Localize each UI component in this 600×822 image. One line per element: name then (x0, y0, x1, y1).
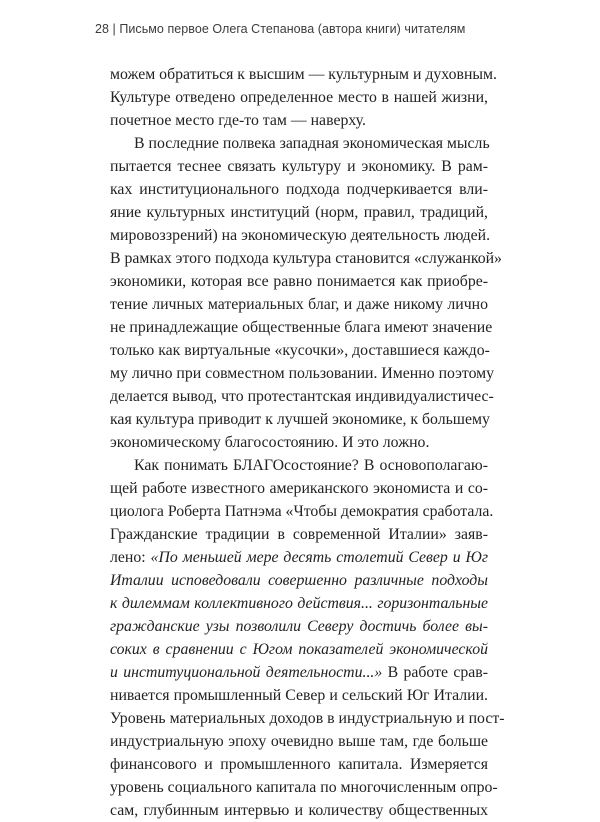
text-line: соких в сравнении с Югом показателей экономической (110, 641, 488, 658)
text-line: пытается теснее связать культуру и экономику. В рам- (110, 158, 488, 175)
text-line: делается вывод, что протестантская индивидуалистичес- (110, 388, 494, 405)
text-line: финансового и промышленного капитала. Измеряется (110, 756, 488, 773)
text-line: щей работе известного американского экономиста и со- (110, 480, 488, 497)
text-line: нивается промышленный Север и сельский Юг Италии. (110, 687, 488, 704)
italic-quote-segment: и институциональной деятельности...» (110, 664, 383, 681)
text-line: экономическому благосостоянию. И это ложно. (110, 434, 430, 451)
text-line (110, 661, 488, 684)
text-line: к дилеммам коллективного действия... горизонтальные (110, 595, 488, 612)
text-line: гражданские узы позволили Северу достичь более вы- (110, 618, 488, 635)
text-line: сам, глубинным интервью и количеству общественных (110, 802, 488, 819)
text-line: уровень социального капитала по многочисленным опро- (110, 779, 498, 796)
text-line: кая культура приводит к лучшей экономике, к большему (110, 411, 490, 428)
text-line: только как виртуальные «кусочки», доставшиеся каждо- (110, 342, 490, 359)
text-line: Уровень материальных доходов в индустриальную и пост- (110, 710, 505, 727)
text-line (110, 546, 488, 569)
text-line: экономики, которая все равно понимается как приобре- (110, 273, 488, 290)
text-line: можем обратиться к высшим — культурным и духовным. (110, 66, 497, 83)
text-line: индустриальную эпоху очевидно выше там, где больше (110, 733, 488, 750)
text-line: В последние полвека западная экономическая мысль (134, 135, 490, 152)
running-header: 28 | Письмо первое Олега Степанова (автора книги) читателям (95, 22, 466, 36)
text-line: мировоззрений) на экономическую деятельность людей. (110, 227, 491, 244)
text-line: Культуре отведено определенное место в нашей жизни, (110, 89, 488, 106)
text-segment: лено: (110, 549, 151, 566)
text-line: В рамках этого подхода культура становится «служанкой» (110, 250, 502, 267)
text-line: яние культурных институций (норм, правил, традиций, (110, 204, 488, 221)
text-segment: В работе срав- (382, 664, 488, 681)
text-line: не принадлежащие общественные блага имеют значение (110, 319, 493, 336)
text-line: Гражданские традиции в современной Италии» заяв- (110, 526, 488, 543)
text-line: циолога Роберта Патнэма «Чтобы демократия сработала. (110, 503, 494, 520)
text-line: тение личных материальных благ, и даже никому лично (110, 296, 488, 313)
italic-quote-segment: «По меньшей мере десять столетий Север и Юг (150, 549, 488, 566)
text-line: ках институционального подхода подчеркивается вли- (110, 181, 488, 198)
text-line: му лично при совместном пользовании. Именно поэтому (110, 365, 495, 382)
body-text (110, 63, 505, 822)
text-line: Как понимать БЛАГОсостояние? В основополагаю- (134, 457, 488, 474)
text-line: почетное место где-то там — наверху. (110, 112, 366, 129)
text-line: Италии исповедовали совершенно различные подходы (110, 572, 488, 589)
